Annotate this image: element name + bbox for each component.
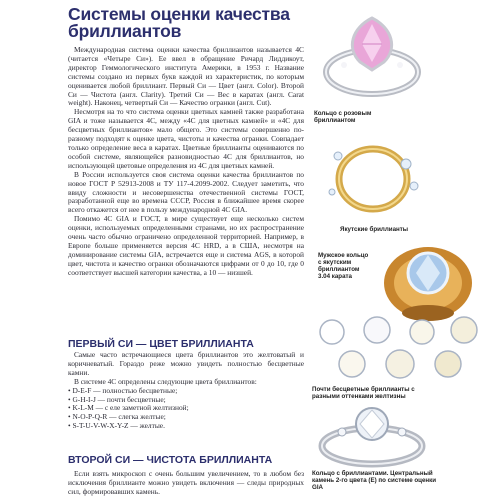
intro-paragraph: Несмотря на то что система оценки цветных камней также разработана GIA и тоже называется 4C, между «4C для цветных камней» и «4C для бесцветных бриллиантов» мало общего. Это системы совершенно по-разному подходят к оценке цвета, чистоты и качества огранки. Совпадает только определение веса в каратах. Цветные бриллианты оцениваются по особой системе, являющейся разновидностью 4C для бриллиантов, но использующей цветовые определения из 4C для цветных камней. (68, 107, 304, 170)
list-item: • G-H-I-J — почти бесцветные; (68, 396, 304, 405)
section-clarity-text (68, 470, 304, 497)
section-color-text (68, 351, 304, 431)
page-title: Системы оценки качества бриллиантов (68, 4, 290, 41)
section-heading-clarity: ВТОРОЙ СИ — ЧИСТОТА БРИЛЛИАНТА (68, 454, 273, 466)
caption-ring-center: Кольцо с бриллиантами. Центральный камень 2-го цвета (E) по системе оценки GIA (312, 470, 437, 491)
intro-paragraph: В России используется своя система оценки качества бриллиантов по новое ГОСТ Р 52913-2008 и ТУ 117-4.2099-2002. Следует заметить, что ввиду сложности и несовершенства отечественной системы ГОСТ, разработанной еще во времена СССР, Россия в ближайшее время скорее всего откажется от нее в пользу международной 4C GIA. (68, 169, 304, 215)
list-item: • S-T-U-V-W-X-Y-Z — желтые. (68, 422, 304, 431)
yakut-diamonds-image (318, 134, 428, 224)
color-grade-list (68, 387, 304, 432)
mens-ring-image (368, 228, 488, 328)
list-item: • D-E-F — полностью бесцветные; (68, 387, 304, 396)
intro-text (68, 46, 304, 278)
section-heading-color: ПЕРВЫЙ СИ — ЦВЕТ БРИЛЛИАНТА (68, 338, 254, 350)
clarity-paragraph: Если взять микроскоп с очень большим увеличением, то в любом без исключения бриллианте можно увидеть включения — следы природных сил, формировавших камень. (68, 469, 304, 496)
list-item: • K-L-M — с еле заметной желтизной; (68, 404, 304, 413)
color-paragraph: В системе 4С определены следующие цвета бриллиантов: (74, 376, 257, 386)
diamond-ring-image (312, 402, 432, 468)
intro-paragraph: Международная система оценки качества бриллиантов называется 4C (читается «Четыре Си»). Ее ввел в обращение Ричард Лиддикоут, директор Геммологического института Америки, в 1953 г. Название системы создано из первых букв каждой из характеристик, по которым оценивается любой бриллиант. Первый Си — Цвет (англ. Color). Второй Си — Чистота (англ. Clarity). Третий Си — Вес в каратах (англ. Carat weight). Наконец, четвертый Си — Качество огранки (англ. Cut). (68, 45, 304, 108)
intro-paragraph: Помимо 4C GIA и ГОСТ, в мире существует еще несколько систем оценки, используемых определенными странами, но их распространение очень часто обычно ограничено определенной территорией. Например, в Европе больше применяется версия 4C HRD, а в США, несмотря на доминирование системы GIA, встречается еще и система AGS, в которой цвет, чистота и качество огранки обозначаются цифрами от 0 до 10, где 0 соответствует высшей категории качества, а 10 — низшей. (68, 214, 304, 277)
caption-pink-ring: Кольцо с розовым бриллиантом (314, 110, 372, 124)
caption-colorless: Почти бесцветные бриллианты с разными оттенками желтизны (312, 386, 415, 400)
caption-mens-ring: Мужское кольцо с якутским бриллиантом 3.04 карата (318, 252, 369, 280)
pink-diamond-ring-image (312, 10, 432, 105)
color-paragraph: Самые часто встречающиеся цвета бриллиантов это желтоватый и коричневатый. Гораздо реже можно увидеть полностью бесцветные камни. (68, 350, 304, 377)
caption-yakut: Якутские бриллианты (340, 226, 409, 233)
list-item: • N-O-P-Q-R — слегка желтые; (68, 413, 304, 422)
colorless-diamonds-image (312, 316, 492, 384)
